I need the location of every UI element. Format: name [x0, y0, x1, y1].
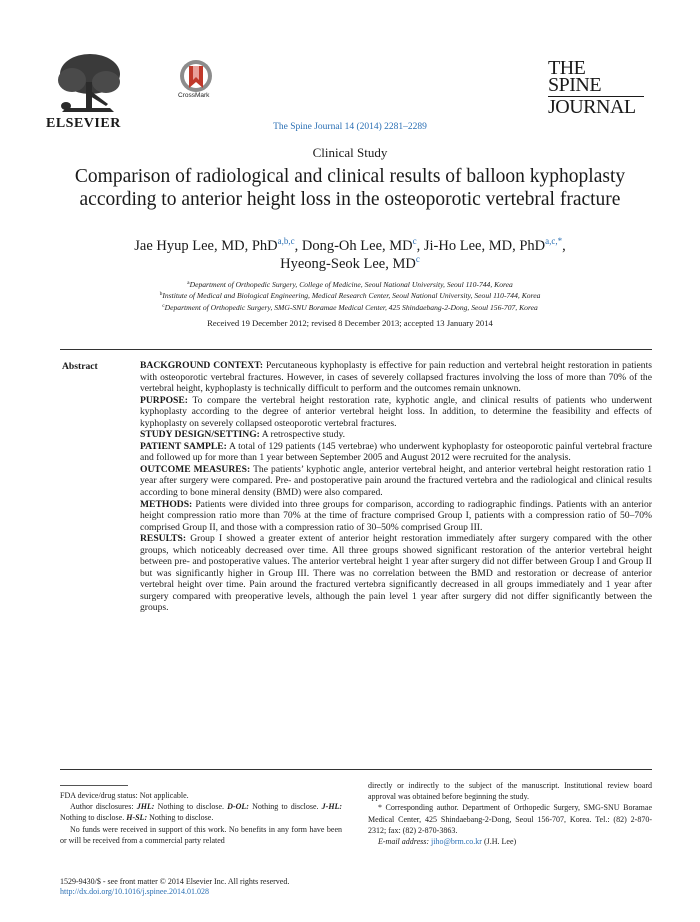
abstract-heading: PATIENT SAMPLE: — [140, 440, 227, 452]
abstract-section — [140, 395, 652, 430]
abstract-section — [140, 499, 652, 534]
abstract-section — [140, 441, 652, 464]
email-link[interactable]: jiho@brm.co.kr — [431, 837, 482, 847]
abstract-section — [140, 464, 652, 499]
fda-status: FDA device/drug status: Not applicable. — [60, 791, 189, 800]
disclosure-text: Nothing to disclose. — [60, 813, 125, 823]
email-owner: (J.H. Lee) — [483, 837, 517, 847]
abstract-text: To compare the vertebral height restoration rate, kyphotic angle, and clinical results of patients who underwent kyphoplasty according to the degree of anterior vertebral height loss. In addition, to determine the feasibility and effects of kyphoplasty on severely collapsed osteoporotic vertebral fractures. — [140, 394, 652, 429]
footnotes-left — [60, 790, 342, 846]
funding-statement-continued: directly or indirectly to the subject of the manuscript. Institutional review board approval was obtained before beginning the study. — [368, 781, 652, 802]
abstract-heading: BACKGROUND CONTEXT: — [140, 360, 264, 371]
affiliation-marker: a — [187, 280, 190, 286]
affiliation-text: Department of Orthopedic Surgery, College of Medicine, Seoul National University, Seoul 110-744, Korea — [189, 280, 513, 289]
abstract-text: The patients’ kyphotic angle, anterior vertebral height, and anterior vertebral height restoration ratio 1 year after surgery were compared. Pre- and postoperative pain around the fractured vertebra and the radiological and clinical results according to bone mineral density (BMD) were also compared. — [140, 463, 652, 499]
author-name: Ji-Ho Lee, MD, PhD — [423, 238, 546, 254]
author-affiliation-marker[interactable]: a,b,c — [277, 236, 295, 246]
disclosures-lead: Author disclosures: — [70, 802, 134, 812]
abstract-heading: RESULTS: — [140, 533, 187, 545]
disclosure-initials: H-SL: — [126, 813, 148, 823]
author-affiliation-marker[interactable]: a,c,* — [545, 236, 563, 246]
article-title: Comparison of radiological and clinical results of balloon kyphoplasty according to anterior height loss in the osteoporotic vertebral fracture — [74, 166, 626, 210]
crossmark-label: CrossMark — [178, 92, 210, 99]
corresponding-author: * Corresponding author. Department of Orthopedic Surgery, SMG-SNU Boramae Medical Center, 425 Shindaebang-2-Dong, Seoul 156-707, Korea. Tel.: (82) 2-870-2312; fax: (82) 2-870-3863. — [368, 803, 652, 835]
abstract-heading: PURPOSE: — [140, 394, 188, 406]
abstract-text: A total of 129 patients (145 vertebrae) who underwent kyphoplasty for osteoporotic painful vertebral fracture and followed up for more than 1 year between September 2005 and August 2012 were recruited for the analysis. — [140, 440, 653, 464]
abstract-text: Patients were divided into three groups for comparison, according to radiographic findings. Patients with an anterior height compression ratio more than 70% at the time of fracture comprised Group I, patients with a compression ratio of 50–70% comprised Group II, and those with a compression ratio of 30–50% comprised Group III. — [140, 498, 652, 533]
affiliation-text: Department of Orthopedic Surgery, SMG-SNU Boramae Medical Center, 425 Shindaebang-2-Dong, Seoul 156-707, Korea — [164, 302, 538, 312]
footnotes-right — [368, 780, 652, 847]
email-line — [368, 836, 652, 847]
author-separator: , — [562, 238, 566, 254]
disclosure-text: Nothing to disclose. — [252, 802, 319, 812]
affiliation-line — [40, 302, 660, 313]
publisher-name: ELSEVIER — [46, 116, 121, 131]
affiliation-marker: c — [162, 302, 165, 309]
journal-logo-line-1: THE — [548, 57, 586, 79]
abstract-heading: OUTCOME MEASURES: — [140, 463, 251, 475]
author-name: Hyeong-Seok Lee, MD — [280, 256, 416, 272]
abstract-section — [140, 429, 652, 441]
disclosure-text: Nothing to disclose. — [157, 802, 225, 812]
journal-logo-line-3: JOURNAL — [548, 96, 636, 118]
abstract-text: Percutaneous kyphoplasty is effective for pain reduction and vertebral height restoration in patients with osteoporotic vertebral fractures. However, in cases of severely collapsed fractures involving the loss of more than 70% of the vertebral height, kyphoplasty is technically difficult to perform and the outcomes remain unknown. — [140, 360, 652, 395]
author-separator: , — [416, 238, 424, 254]
issn-copyright: 1529-9430/$ - see front matter © 2014 Elsevier Inc. All rights reserved. — [60, 877, 290, 886]
email-label: E-mail address: — [378, 837, 430, 847]
abstract-top-rule — [60, 349, 652, 350]
author-disclosures — [60, 801, 342, 823]
disclosure-text: Nothing to disclose. — [149, 813, 214, 823]
abstract-body — [140, 360, 652, 614]
journal-logo-line-2: SPINE — [548, 74, 602, 96]
affiliations — [40, 279, 660, 313]
section-type: Clinical Study — [312, 145, 388, 160]
funding-statement: No funds were received in support of this work. No benefits in any form have been or will be received from a commercial party related — [60, 824, 342, 845]
abstract-heading: METHODS: — [140, 498, 193, 510]
abstract-section — [140, 360, 652, 395]
journal-citation-link[interactable]: The Spine Journal 14 (2014) 2281–2289 — [273, 122, 427, 132]
disclosure-initials: D-OL: — [227, 802, 249, 812]
footnote-rule — [60, 785, 128, 786]
abstract-text: Group I showed a greater extent of anterior height restoration immediately after surgery compared with the other groups, which noticeably decreased over time. All three groups showed significant restoration of the anterior vertebral height between pre- and postoperative values. The anterior vertebral height 1 year after surgery did not differ between Group I and Group II but was significantly higher in Group III. There was no correlation between the BMD and restoration or decrease of anterior vertebral height over time. Pain around the fractured vertebra significantly decreased in all groups immediately and 1 year after surgery compared with preoperative levels, although the pain level 1 year after surgery did not differ significantly between the groups. — [140, 533, 652, 614]
author-name: Jae Hyup Lee, MD, PhD — [134, 238, 278, 254]
abstract-label: Abstract — [62, 361, 98, 372]
author-name: Dong-Oh Lee, MD — [301, 238, 413, 254]
disclosure-initials: J-HL: — [321, 802, 343, 812]
affiliation-line — [40, 279, 660, 290]
author-affiliation-marker[interactable]: c — [415, 254, 420, 264]
abstract-heading: STUDY DESIGN/SETTING: — [140, 429, 260, 441]
doi-link[interactable]: http://dx.doi.org/10.1016/j.spinee.2014.01.028 — [60, 887, 209, 896]
received-dates: Received 19 December 2012; revised 8 December 2013; accepted 13 January 2014 — [207, 318, 493, 328]
disclosure-initials: JHL: — [136, 802, 155, 812]
abstract-bottom-rule — [60, 769, 652, 770]
author-affiliation-marker[interactable]: c — [412, 236, 417, 246]
affiliation-text: Institute of Medical and Biological Engineering, Medical Research Center, Seoul National University, Seoul 110-744, Korea — [162, 291, 541, 301]
author-separator: , — [294, 238, 302, 254]
affiliation-marker: b — [159, 291, 163, 298]
abstract-section — [140, 533, 652, 614]
journal-logo — [548, 57, 644, 118]
abstract-text: A retrospective study. — [261, 429, 346, 441]
author-list — [60, 237, 640, 273]
affiliation-line — [40, 290, 660, 301]
